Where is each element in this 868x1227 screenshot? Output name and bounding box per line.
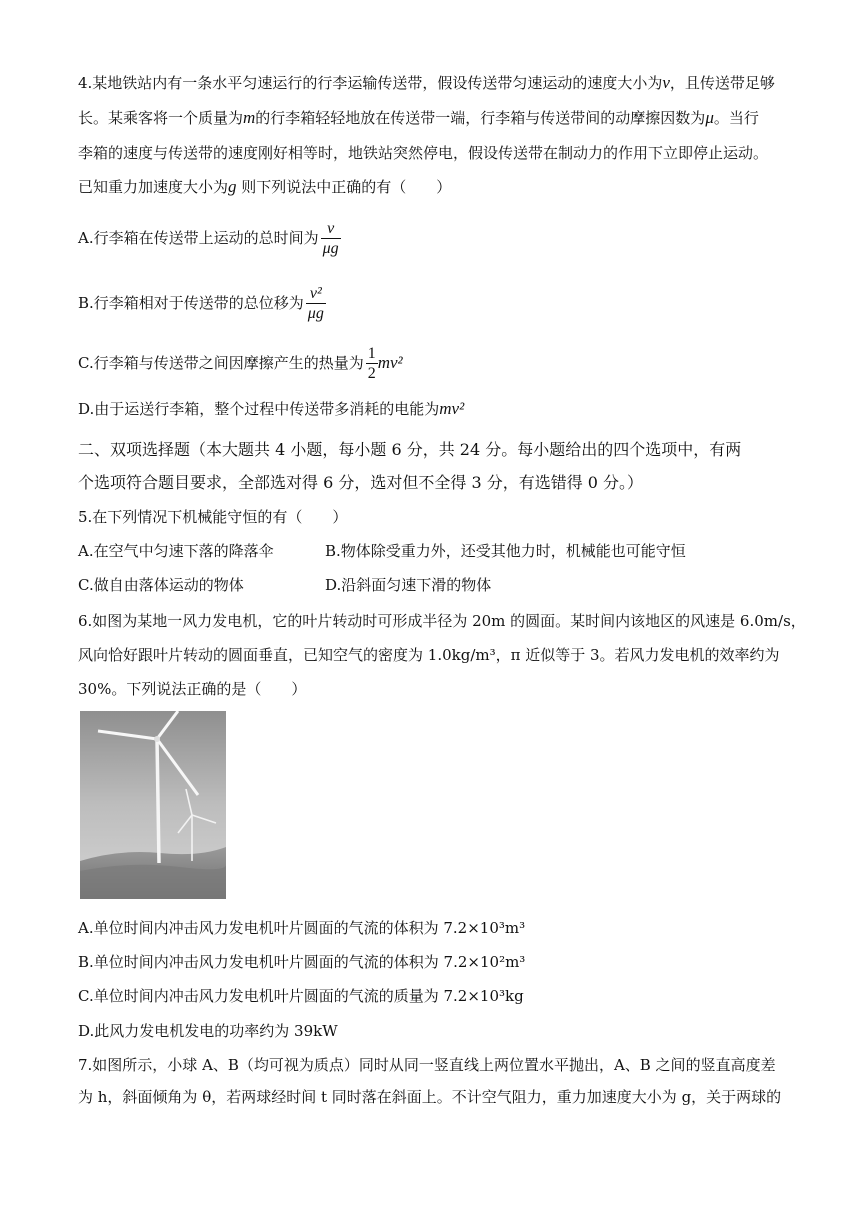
- q6-stem-line-2: [78, 645, 780, 665]
- fraction-numerator: v²: [306, 285, 326, 304]
- q4-stem-line-3: [78, 143, 768, 163]
- formula-mv2: mv²: [377, 353, 403, 372]
- q6-option-b: [78, 952, 525, 972]
- option-text: A.行李箱在传送带上运动的总时间为: [78, 229, 319, 247]
- question-text: 风向恰好跟叶片转动的圆面垂直，已知空气的密度为 1.0kg/m³，π 近似等于 3。若风力发电机的效率约为: [78, 646, 780, 664]
- question-text: 为 h，斜面倾角为 θ，若两球经时间 t 同时落在斜面上。不计空气阻力，重力加速度大小为 g，关于两球的: [78, 1088, 782, 1106]
- fraction-denominator: μg: [322, 239, 339, 257]
- q5-option-a: [78, 541, 274, 561]
- question-text: 7.如图所示，小球 A、B（均可视为质点）同时从同一竖直线上两位置水平抛出，A、B 之间的竖直高度差: [78, 1056, 776, 1074]
- q7-stem-line-2: [78, 1087, 781, 1107]
- question-text: 5.在下列情况下机械能守恒的有（ ）: [78, 508, 348, 526]
- q5-stem: [78, 507, 347, 527]
- q4-text: 则下列说法中正确的有（ ）: [236, 178, 452, 196]
- section-heading-text: 个选项符合题目要求，全部选对得 6 分，选对但不全得 3 分，有选错得 0 分。）: [78, 473, 644, 492]
- option-text: B.行李箱相对于传送带的总位移为: [78, 294, 304, 312]
- fraction-v-over-mu-g: [321, 220, 341, 259]
- q6-option-c: [78, 986, 524, 1006]
- section-2-heading-line-1: [78, 440, 741, 460]
- q5-option-b: [325, 541, 686, 561]
- q4-text: ，且传送带足够: [669, 74, 775, 92]
- option-text: D.由于运送行李箱，整个过程中传送带多消耗的电能为: [78, 400, 440, 418]
- question-text: 6.如图为某地一风力发电机，它的叶片转动时可形成半径为 20m 的圆面。某时间内该地区的风速是 6.0m/s，: [78, 612, 806, 630]
- wind-turbine-photo: [80, 711, 226, 899]
- fraction-denominator: μg: [307, 304, 324, 322]
- fraction-denominator: 2: [367, 364, 376, 382]
- q4-stem-line-1: [78, 73, 775, 93]
- option-text: D.此风力发电机发电的功率约为 39kW: [78, 1022, 338, 1040]
- q4-text: 的行李箱轻轻地放在传送带一端，行李箱与传送带间的动摩擦因数为: [255, 109, 706, 127]
- symbol-m: m: [243, 108, 256, 127]
- q6-option-a: [78, 918, 525, 938]
- q6-stem-line-3: [78, 679, 306, 699]
- symbol-g: g: [228, 177, 237, 196]
- q4-text: 李箱的速度与传送带的速度刚好相等时，地铁站突然停电，假设传送带在制动力的作用下立即停止运动。: [78, 144, 769, 162]
- q4-text: 已知重力加速度大小为: [78, 178, 229, 196]
- q4-text: 长。某乘客将一个质量为: [78, 109, 244, 127]
- q5-option-d: [325, 575, 491, 595]
- formula-mv2: mv²: [439, 399, 465, 418]
- option-text: C.单位时间内冲击风力发电机叶片圆面的气流的质量为 7.2×10³kg: [78, 987, 524, 1005]
- fraction-one-half: [366, 345, 378, 384]
- q4-stem-line-2: [78, 108, 759, 128]
- option-text: B.单位时间内冲击风力发电机叶片圆面的气流的体积为 7.2×10²m³: [78, 953, 526, 971]
- q4-text: 4.某地铁站内有一条水平匀速运行的行李运输传送带，假设传送带匀速运动的速度大小为: [78, 74, 663, 92]
- option-text: C.做自由落体运动的物体: [78, 576, 244, 594]
- option-text: A.在空气中匀速下落的降落伞: [78, 542, 274, 560]
- fraction-numerator: v: [321, 220, 341, 239]
- q4-option-c: [78, 343, 403, 384]
- section-heading-text: 二、双项选择题（本大题共 4 小题，每小题 6 分，共 24 分。每小题给出的四个选项中，有两: [78, 440, 742, 459]
- question-text: 30%。下列说法正确的是（ ）: [78, 680, 307, 698]
- option-text: D.沿斜面匀速下滑的物体: [325, 576, 492, 594]
- symbol-mu: μ: [705, 108, 714, 127]
- fraction-v2-over-mu-g: [306, 285, 326, 324]
- option-text: C.行李箱与传送带之间因摩擦产生的热量为: [78, 354, 364, 372]
- q4-option-b: [78, 283, 326, 324]
- q6-option-d: [78, 1021, 338, 1041]
- symbol-v: v: [662, 73, 670, 92]
- q4-stem-line-4: [78, 177, 451, 197]
- q7-stem-line-1: [78, 1055, 776, 1075]
- fraction-numerator: 1: [367, 344, 376, 362]
- q5-option-c: [78, 575, 244, 595]
- option-text: A.单位时间内冲击风力发电机叶片圆面的气流的体积为 7.2×10³m³: [78, 919, 526, 937]
- q4-text: 。当行: [713, 109, 759, 127]
- q4-option-a: [78, 218, 341, 259]
- q4-option-d: [78, 399, 464, 419]
- q6-stem-line-1: [78, 611, 806, 631]
- wind-turbine-illustration: [80, 711, 226, 899]
- section-2-heading-line-2: [78, 473, 643, 493]
- option-text: B.物体除受重力外，还受其他力时，机械能也可能守恒: [325, 542, 686, 560]
